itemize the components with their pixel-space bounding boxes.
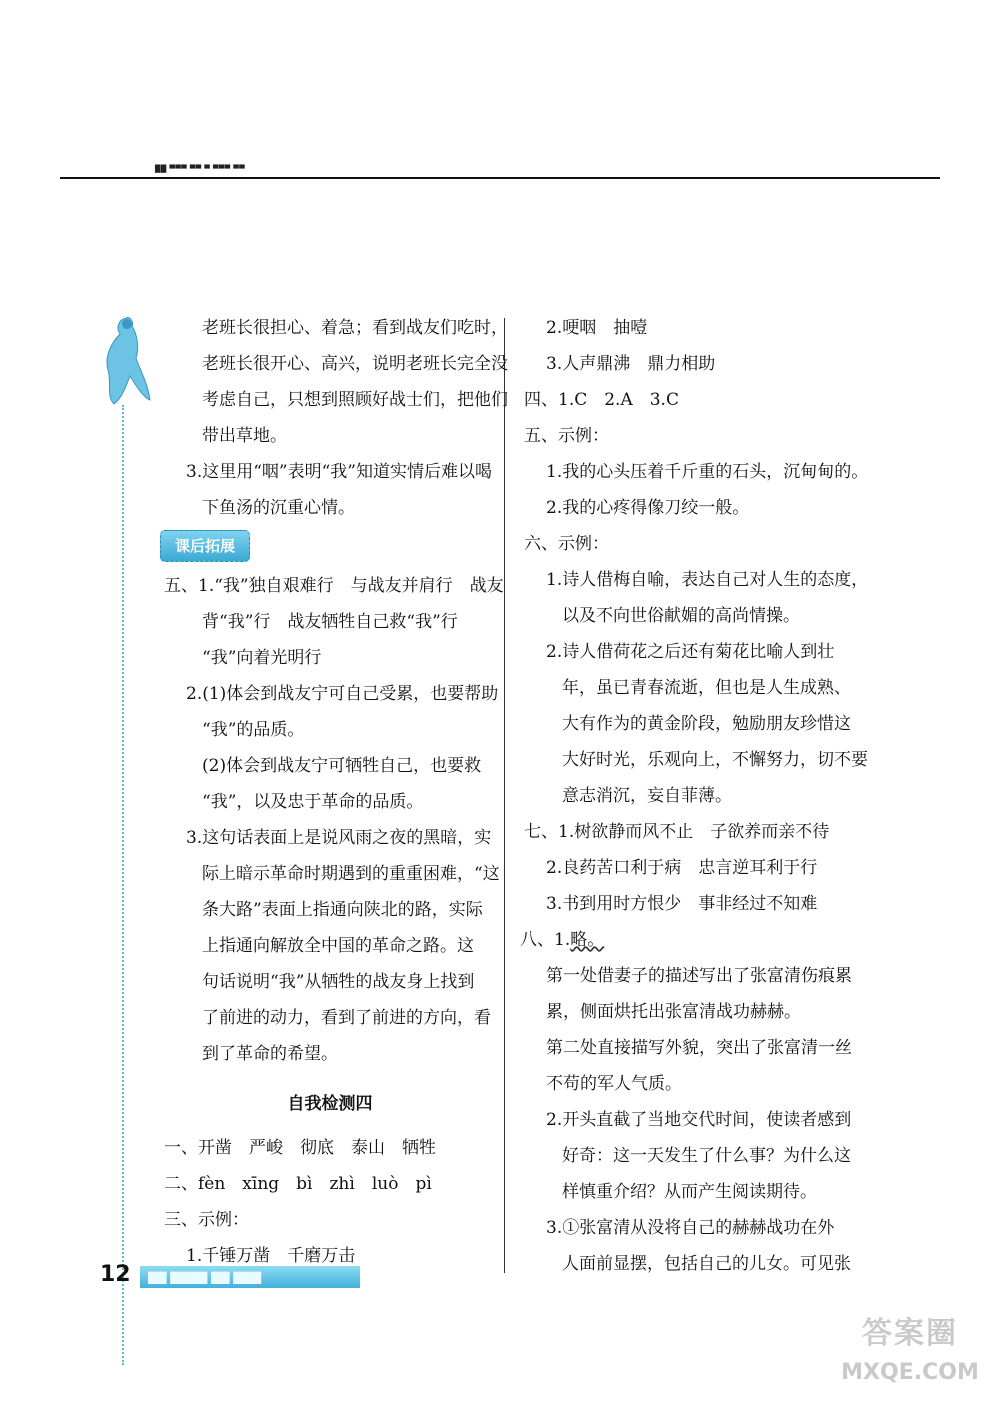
answer-line: “我”，以及忠于革命的品质。 <box>202 792 424 812</box>
answer-line: 1.我的心头压着千斤重的石头，沉甸甸的。 <box>546 462 869 482</box>
answer-line: 老班长很担心、着急；看到战友们吃时， <box>202 318 508 338</box>
answer-line: 年，虽已青春流逝，但也是人生成熟、 <box>562 678 851 698</box>
left-column <box>160 310 508 1274</box>
answer-line: 五、1.“我”独自艰难行 与战友并肩行 战友 <box>164 576 504 596</box>
right-column <box>520 310 869 1282</box>
left-answer-block-3 <box>160 1130 500 1274</box>
footer-banner: ▇▇ ▇▇▇▇ ▇▇ ▇▇▇ <box>140 1266 360 1288</box>
answer-line: 3.这里用“咽”表明“我”知道实情后难以喝 <box>186 462 492 482</box>
answer-line: 际上暗示革命时期遇到的重重困难，“这 <box>202 864 500 884</box>
right-answer-block-2 <box>520 958 860 1282</box>
answer-line: 2.哽咽 抽噎 <box>546 318 648 338</box>
right-answer-block-1 <box>520 310 869 922</box>
watermark-logo <box>830 1310 990 1400</box>
answer-line: 以及不向世俗献媚的高尚情操。 <box>562 606 800 626</box>
answer-line: 句话说明“我”从牺牲的战友身上找到 <box>202 972 475 992</box>
answer-line: 第二处直接描写外貌，突出了张富清一丝 <box>546 1038 852 1058</box>
answer-line: 条大路”表面上指通向陕北的路，实际 <box>202 900 483 920</box>
answer-line: 三、示例： <box>164 1210 249 1230</box>
header-running-text: ██ ▀▀▀ ▀▀ ▀ ▀▀▀ ▀▀ <box>155 165 246 173</box>
answer-line: 不苟的军人气质。 <box>546 1074 682 1094</box>
left-answer-block-1 <box>160 310 508 526</box>
answer-line: 到了革命的希望。 <box>202 1044 338 1064</box>
answer-line: 3.这句话表面上是说风雨之夜的黑暗，实 <box>186 828 492 848</box>
answer-eight-wavy: 略。 <box>570 930 605 950</box>
section-title-self-test: 自我检测四 <box>287 1094 373 1114</box>
answer-line: 二、fèn xīng bì zhì luò pì <box>164 1174 432 1194</box>
answer-line: 3.人声鼎沸 鼎力相助 <box>546 354 716 374</box>
answer-line: “我”的品质。 <box>202 720 305 740</box>
answer-line: 2.开头直截了当地交代时间，使读者感到 <box>546 1110 852 1130</box>
answer-line: 大好时光，乐观向上，不懈努力，切不要 <box>562 750 868 770</box>
answer-line: 1.诗人借梅自喻，表达自己对人生的态度， <box>546 570 869 590</box>
answer-line: 3.①张富清从没将自己的赫赫战功在外 <box>546 1218 835 1238</box>
left-answer-block-2 <box>160 568 504 1072</box>
answer-line: 2.(1)体会到战友宁可自己受累，也要帮助 <box>186 684 499 704</box>
decorative-figure-icon <box>96 312 156 412</box>
answer-line: 2.诗人借荷花之后还有菊花比喻人到壮 <box>546 642 835 662</box>
watermark-main-text: 答案圈 <box>862 1316 958 1351</box>
page-number: 12 <box>100 1262 131 1287</box>
answer-line: 带出草地。 <box>202 426 287 446</box>
answer-line: 2.良药苦口利于病 忠言逆耳利于行 <box>546 858 818 878</box>
column-divider <box>504 318 505 1273</box>
answer-line: 背“我”行 战友牺牲自己救“我”行 <box>202 612 458 632</box>
answer-line: 好奇：这一天发生了什么事？为什么这 <box>562 1146 851 1166</box>
answer-line: 四、1.C 2.A 3.C <box>524 390 679 410</box>
header-rule <box>60 177 940 179</box>
answer-line: 意志消沉，妄自菲薄。 <box>562 786 732 806</box>
answer-line: 2.我的心疼得像刀绞一般。 <box>546 498 750 518</box>
watermark-sub-text: MXQE.COM <box>841 1360 979 1385</box>
answer-line: 上指通向解放全中国的革命之路。这 <box>202 936 474 956</box>
answer-line: 第一处借妻子的描述写出了张富清伤痕累 <box>546 966 852 986</box>
answer-line: 一、开凿 严峻 彻底 泰山 牺牲 <box>164 1138 436 1158</box>
answer-line-eight <box>520 922 860 958</box>
decorative-dotted-line <box>122 405 124 1365</box>
answer-line: 累，侧面烘托出张富清战功赫赫。 <box>546 1002 801 1022</box>
answer-line: 了前进的动力，看到了前进的方向，看 <box>202 1008 491 1028</box>
answer-line: 考虑自己，只想到照顾好战士们，把他们 <box>202 390 508 410</box>
answer-line: 3.书到用时方恨少 事非经过不知难 <box>546 894 818 914</box>
answer-eight-prefix: 八、1. <box>520 930 571 950</box>
answer-line: 老班长很开心、高兴，说明老班长完全没 <box>202 354 508 374</box>
answer-line: 五、示例： <box>524 426 609 446</box>
answer-line: 大有作为的黄金阶段，勉励朋友珍惜这 <box>562 714 851 734</box>
answer-line: 七、1.树欲静而风不止 子欲养而亲不待 <box>524 822 830 842</box>
answer-line: 人面前显摆，包括自己的儿女。可见张 <box>562 1254 851 1274</box>
answer-line: 1.千锤万凿 千磨万击 <box>186 1246 356 1266</box>
answer-line: 样慎重介绍？从而产生阅读期待。 <box>562 1182 817 1202</box>
answer-line: “我”向着光明行 <box>202 648 322 668</box>
answer-line: (2)体会到战友宁可牺牲自己，也要救 <box>202 756 482 776</box>
answer-line: 六、示例： <box>524 534 609 554</box>
section-badge-after-class: 课后拓展 <box>160 530 250 562</box>
answer-line: 下鱼汤的沉重心情。 <box>202 498 355 518</box>
